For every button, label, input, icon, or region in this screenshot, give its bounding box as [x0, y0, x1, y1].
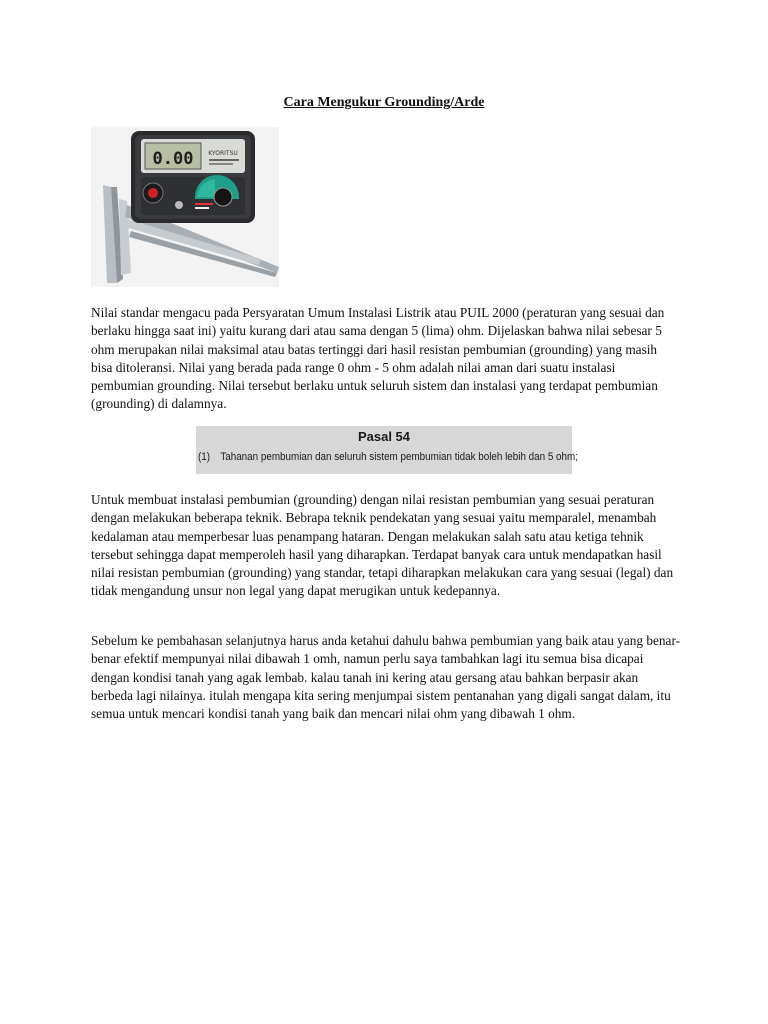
paragraph-puil-standard: Nilai standar mengacu pada Persyaratan Umum Instalasi Listrik atau PUIL 2000 (peraturan yang sesuai dan berlaku hingga saat ini) yaitu kurang dari atau sama dengan 5 (lima) ohm. Dijelaskan bahwa nilai sebesar 5 ohm merupakan nilai maksimal atau batas tertinggi dari hasil resistan pembumian (grounding) yang masih bisa ditoleransi. Nilai yang berada pada range 0 ohm - 5 ohm adalah nilai aman dari suatu instalasi pembumian grounding. Nilai tersebut berlaku untuk seluruh sistem dan instalasi yang terdapat pembumian (grounding) di dalamnya.: [91, 305, 665, 412]
device-brand-label: KYORITSU: [208, 150, 238, 157]
pasal-heading: Pasal 54: [357, 429, 411, 444]
lcd-readout: 0.00: [152, 149, 194, 169]
pasal-item: [198, 450, 578, 464]
pasal-54-excerpt: [196, 426, 578, 474]
paragraph-soil-conditions: Sebelum ke pembahasan selanjutnya harus anda ketahui dahulu bahwa pembumian yang baik atau yang benar-benar efektif mempunyai nilai dibawah 1 omh, namun perlu saya tambahkan lagi itu semua bisa dicapai dengan kondisi tanah yang agak lembab. kalau tanah ini kering atau gersang atau bahkan berpasir akan berbeda lagi nilainya. itulah mengapa kita sering menjumpai sistem pentanahan yang digali sangat dalam, itu semua untuk mencari kondisi tanah yang baik dan mencari nilai ohm yang dibawah 1 ohm.: [91, 633, 681, 722]
pasal-item-text: Tahanan pembumian dan seluruh sistem pembumian tidak boleh lebih dan 5 ohm;: [220, 451, 578, 463]
document-title: Cara Mengukur Grounding/Arde: [283, 95, 485, 110]
paragraph-techniques: Untuk membuat instalasi pembumian (grounding) dengan nilai resistan pembumian yang sesuai peraturan dengan melakukan beberapa teknik. Bebrapa teknik pendekatan yang sesuai yaitu memparalel, menambah kedalaman atau memperbesar luas penampang hataran. Dengan melakukan salah satu atau ketiga tehnik tersebut sehingga dapat memperoleh hasil yang diharapkan. Terdapat banyak cara untuk mendapatkan hasil nilai resistan pembumian (grounding) yang standar, tetapi diharapkan melakukan cara yang sesuai (legal) dan tidak mengandung unsur non legal yang dapat merugikan untuk kedepannya.: [91, 492, 674, 599]
pasal-item-number: (1): [198, 451, 211, 463]
earth-tester-photo: [91, 127, 279, 287]
